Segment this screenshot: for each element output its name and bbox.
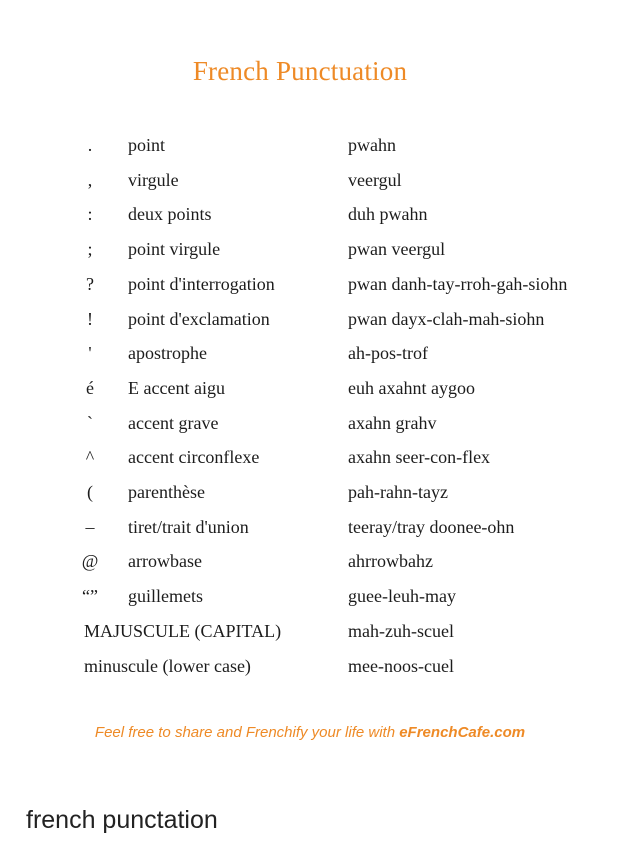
pronunciation: teeray/tray doonee-ohn xyxy=(348,516,515,537)
french-term: point d'exclamation xyxy=(128,308,270,329)
french-term: minuscule (lower case) xyxy=(84,655,251,676)
table-row xyxy=(0,197,640,231)
table-row xyxy=(0,267,640,301)
french-term: point virgule xyxy=(128,239,221,260)
pronunciation: pwahn xyxy=(348,135,396,155)
punctuation-symbol: ' xyxy=(88,343,92,364)
punctuation-symbol: ^ xyxy=(85,447,95,468)
table-row xyxy=(0,544,640,578)
french-term: deux points xyxy=(128,204,212,225)
table-row xyxy=(0,440,640,474)
french-term: arrowbase xyxy=(128,551,202,572)
french-term: parenthèse xyxy=(128,482,205,502)
pronunciation: pwan dayx-clah-mah-siohn xyxy=(348,308,545,329)
punctuation-symbol: é xyxy=(86,377,94,398)
punctuation-symbol: ! xyxy=(87,308,93,329)
pronunciation: axahn grahv xyxy=(348,412,437,433)
page-title: French Punctuation xyxy=(192,56,408,86)
french-term: virgule xyxy=(128,169,179,190)
french-term: accent circonflexe xyxy=(128,447,260,468)
pronunciation: pwan danh-tay-rroh-gah-siohn xyxy=(348,273,568,294)
pronunciation: mah-zuh-scuel xyxy=(348,620,454,641)
pronunciation: ah-pos-trof xyxy=(348,343,428,364)
french-term: apostrophe xyxy=(128,343,207,364)
punctuation-symbol: ( xyxy=(87,482,93,502)
table-row xyxy=(0,406,640,440)
pronunciation: euh axahnt aygoo xyxy=(348,377,475,398)
punctuation-symbol: “” xyxy=(82,586,98,607)
punctuation-symbol: . xyxy=(87,135,93,155)
pronunciation: veergul xyxy=(348,169,402,190)
punctuation-symbol: – xyxy=(85,516,95,537)
image-caption: french punctation xyxy=(26,806,218,834)
french-term: guillemets xyxy=(128,586,203,607)
table-row xyxy=(0,614,640,648)
french-term: point xyxy=(128,135,166,155)
footer-brand: eFrenchCafe.com xyxy=(399,724,526,741)
french-term: tiret/trait d'union xyxy=(128,516,249,537)
french-term: MAJUSCULE (CAPITAL) xyxy=(84,620,282,641)
table-row xyxy=(0,510,640,544)
pronunciation: pah-rahn-tayz xyxy=(348,482,448,502)
table-row xyxy=(0,163,640,197)
pronunciation: ahrrowbahz xyxy=(348,551,433,572)
table-row xyxy=(0,336,640,370)
table-row xyxy=(0,475,640,509)
punctuation-symbol: ? xyxy=(86,273,94,294)
table-row xyxy=(0,371,640,405)
punctuation-symbol: , xyxy=(87,169,93,190)
pronunciation: axahn seer-con-flex xyxy=(348,447,491,468)
punctuation-symbol: ; xyxy=(87,239,93,260)
french-term: accent grave xyxy=(128,412,219,433)
pronunciation: guee-leuh-may xyxy=(348,586,456,607)
punctuation-symbol: : xyxy=(87,204,93,225)
table-row xyxy=(0,579,640,613)
table-row xyxy=(0,649,640,683)
french-term: point d'interrogation xyxy=(128,273,275,294)
table-row xyxy=(0,232,640,266)
table-row xyxy=(0,128,640,162)
footer-text: Feel free to share and Frenchify your life with xyxy=(94,724,400,741)
pronunciation: pwan veergul xyxy=(348,239,446,260)
french-term: E accent aigu xyxy=(128,377,225,398)
table-row xyxy=(0,302,640,336)
pronunciation: mee-noos-cuel xyxy=(348,655,454,676)
footer-note xyxy=(0,724,640,741)
punctuation-symbol: ` xyxy=(87,412,93,433)
pronunciation: duh pwahn xyxy=(348,204,428,225)
punctuation-symbol: @ xyxy=(81,551,99,572)
